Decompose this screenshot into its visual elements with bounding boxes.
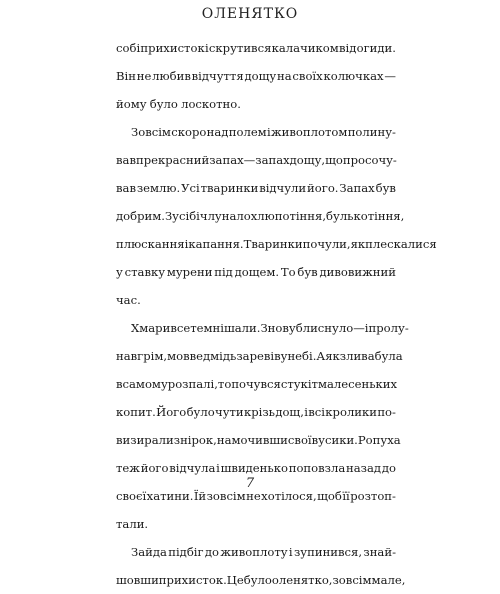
word: і: [204, 41, 209, 55]
word: що: [325, 153, 343, 167]
word: малесеньких: [317, 377, 398, 391]
word: заревів: [236, 349, 281, 363]
word: мале,: [371, 573, 406, 587]
text-line: [116, 146, 396, 174]
word: під: [214, 265, 233, 279]
word: булькотіння,: [326, 209, 405, 223]
word: відчуття: [191, 69, 244, 83]
word: шовши: [116, 573, 159, 587]
word: дивовижний: [319, 265, 396, 279]
word: тваринки: [200, 181, 259, 195]
word: теж: [116, 461, 140, 475]
word: визирали: [116, 433, 174, 447]
word: капання.: [188, 237, 244, 251]
word: Знову: [260, 321, 296, 335]
word: огиди.: [356, 41, 396, 55]
word: мов: [167, 349, 190, 363]
text-line: [116, 398, 396, 426]
word: і: [304, 405, 308, 419]
word: все: [170, 321, 191, 335]
word: вав: [116, 153, 136, 167]
word: і: [364, 321, 369, 335]
word: кролики: [325, 405, 378, 419]
word: дощу: [244, 69, 277, 83]
word: полину-: [347, 125, 396, 139]
word: плюскання: [116, 237, 185, 251]
word: всі: [308, 405, 325, 419]
word: почули,: [302, 237, 351, 251]
word: було: [149, 97, 178, 111]
word: нірок,: [180, 433, 217, 447]
word: прихисток: [140, 41, 205, 55]
word: до: [204, 545, 220, 559]
word: А: [316, 349, 326, 363]
word: свої: [287, 433, 312, 447]
text-line: [116, 314, 409, 342]
word: відчули: [259, 181, 307, 195]
word: тали.: [116, 517, 149, 531]
word: лунало: [207, 209, 251, 223]
word: собі: [116, 41, 141, 55]
word: запах: [255, 153, 290, 167]
word: і: [288, 545, 293, 559]
word: копит.: [116, 405, 156, 419]
body-text: [116, 34, 437, 594]
word: у: [280, 349, 288, 363]
word: полем: [228, 125, 267, 139]
word: не: [136, 69, 152, 83]
word: його: [140, 461, 169, 475]
text-line: [116, 258, 396, 286]
word: —: [353, 321, 365, 335]
word: швиденько: [220, 461, 288, 475]
text-line: [116, 34, 396, 62]
word: То: [280, 265, 296, 279]
word: вусики.: [311, 433, 358, 447]
text-line: [116, 426, 401, 454]
word: —: [243, 153, 256, 167]
word: Зайда: [131, 545, 167, 559]
word: по-: [377, 405, 396, 419]
word: з: [173, 433, 181, 447]
word: у: [116, 265, 123, 279]
word: на: [276, 69, 292, 83]
text-line: [116, 510, 396, 538]
word: і: [267, 125, 271, 139]
word: колючках: [323, 69, 384, 83]
word: самому: [122, 377, 168, 391]
text-line: [116, 202, 405, 230]
word: її: [342, 489, 350, 503]
word: Його: [156, 405, 187, 419]
word: було: [186, 405, 215, 419]
text-line: [116, 566, 406, 594]
text-line: [116, 90, 396, 118]
word: зовсім: [332, 573, 372, 587]
word: намочивши: [216, 433, 288, 447]
word: Він: [116, 69, 136, 83]
word: не: [246, 489, 261, 503]
word: і: [216, 461, 220, 475]
word: стукіт: [280, 377, 318, 391]
word: просочу-: [342, 153, 397, 167]
word: Зусібіч: [164, 209, 208, 223]
word: лоскотно.: [181, 97, 241, 111]
text-line: [116, 118, 396, 146]
word: було: [243, 573, 272, 587]
word: своїх: [292, 69, 323, 83]
word: запах: [209, 153, 244, 167]
word: Зовсім: [131, 125, 171, 139]
word: землю.: [136, 181, 181, 195]
word: оленятко,: [271, 573, 333, 587]
word: плескалися: [365, 237, 437, 251]
word: дощу,: [289, 153, 326, 167]
word: Їй: [193, 489, 207, 503]
word: добрим.: [116, 209, 165, 223]
text-line: [116, 538, 396, 566]
word: скрутився: [208, 41, 272, 55]
word: зупинився,: [293, 545, 363, 559]
word: йому: [116, 97, 147, 111]
word: була: [374, 349, 403, 363]
word: живоплоту: [220, 545, 288, 559]
word: зовсім: [206, 489, 246, 503]
word: скоро: [171, 125, 207, 139]
word: поповзла: [288, 461, 346, 475]
word: дощем.: [234, 265, 280, 279]
word: був: [375, 181, 396, 195]
word: небі.: [287, 349, 317, 363]
word: любив: [152, 69, 191, 83]
word: крізь: [243, 405, 275, 419]
text-line: [116, 174, 396, 202]
word: Хмари: [131, 321, 171, 335]
word: злива: [339, 349, 375, 363]
word: хотілося,: [261, 489, 317, 503]
text-line: [116, 342, 403, 370]
word: почувся: [231, 377, 281, 391]
word: відчула: [169, 461, 216, 475]
running-title: ОЛЕНЯТКО: [201, 6, 299, 22]
word: в: [116, 377, 123, 391]
word: розтоп-: [350, 489, 396, 503]
word: живоплотом: [271, 125, 348, 139]
text-line: [116, 370, 396, 398]
word: Запах: [339, 181, 375, 195]
word: чути: [215, 405, 244, 419]
word: і: [184, 237, 189, 251]
word: як: [350, 237, 366, 251]
word: Це: [226, 573, 244, 587]
word: розпалі,: [167, 377, 218, 391]
text-line: [116, 230, 437, 258]
word: грім,: [137, 349, 168, 363]
word: нав: [116, 349, 138, 363]
word: то: [217, 377, 232, 391]
word: —: [384, 69, 396, 83]
word: назад: [346, 461, 382, 475]
word: прихисток.: [158, 573, 227, 587]
word: Тваринки: [243, 237, 303, 251]
word: Усі: [181, 181, 200, 195]
word: своєї: [116, 489, 147, 503]
text-line: [116, 286, 396, 314]
text-line: [116, 62, 396, 90]
word: підбіг: [168, 545, 204, 559]
word: мурени: [166, 265, 213, 279]
word: щоб: [317, 489, 342, 503]
word: був: [297, 265, 318, 279]
word: дощ,: [275, 405, 304, 419]
word: знай-: [363, 545, 396, 559]
word: калачиком: [271, 41, 339, 55]
word: хатини.: [146, 489, 194, 503]
word: прекрасний: [135, 153, 210, 167]
word: як: [325, 349, 340, 363]
word: ставку: [124, 265, 166, 279]
word: час.: [116, 293, 141, 307]
word: його.: [307, 181, 339, 195]
word: хлюпотіння,: [250, 209, 327, 223]
word: ведмідь: [189, 349, 237, 363]
word: над: [206, 125, 229, 139]
word: від: [338, 41, 357, 55]
word: блиснуло: [295, 321, 354, 335]
word: темнішали.: [190, 321, 261, 335]
word: до: [381, 461, 396, 475]
word: вав: [116, 181, 136, 195]
page-number: 7: [245, 476, 255, 491]
word: Ропуха: [357, 433, 401, 447]
word: пролу-: [368, 321, 409, 335]
